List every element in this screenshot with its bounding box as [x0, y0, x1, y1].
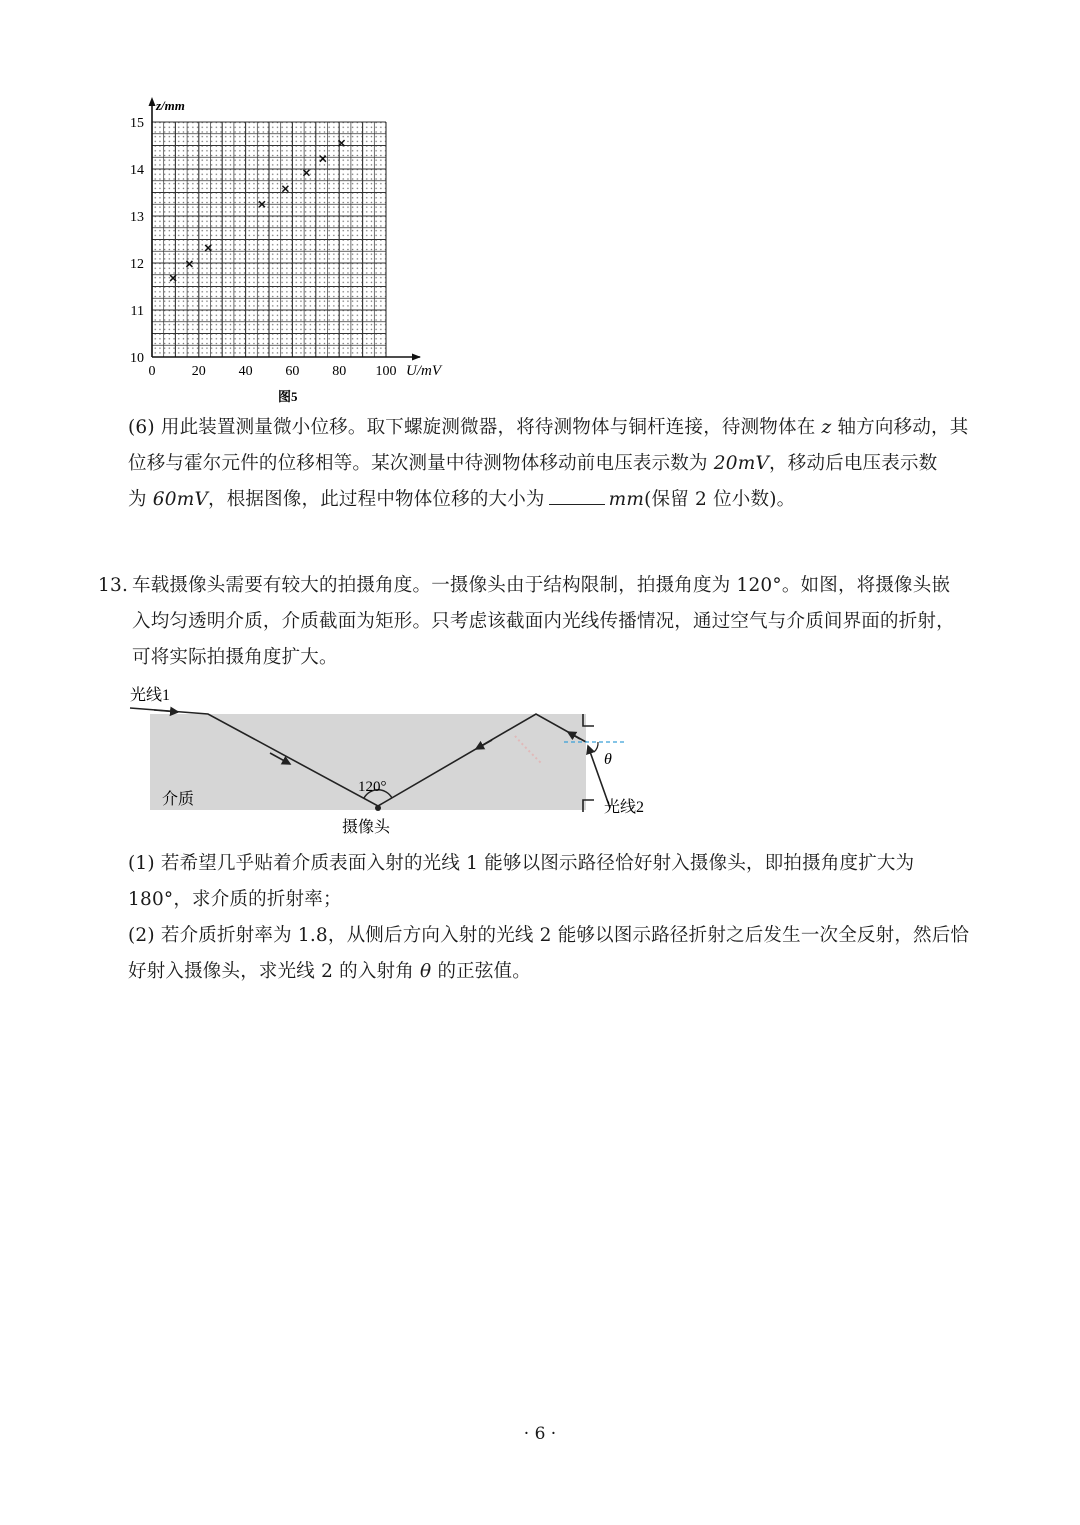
x-tick-label: 20	[191, 364, 206, 379]
figure-5-chart	[120, 92, 460, 412]
q12-part6-text-2a: 位移与霍尔元件的位移相等。某次测量中待测物体移动前电压表示数为	[128, 453, 714, 474]
medium-rectangle	[150, 714, 586, 810]
q13-sub1-line1: (1) 若希望几乎贴着介质表面入射的光线 1 能够以图示路径恰好射入摄像头，即拍摄角度扩大为	[128, 853, 915, 874]
page-number: · 6 ·	[523, 1424, 557, 1444]
y-axis-label: z/mm	[156, 98, 185, 113]
q13-number: 13.	[98, 575, 129, 596]
y-tick-label: 11	[130, 304, 144, 319]
x-tick-label: 100	[375, 364, 397, 379]
x-tick-label: 0	[148, 364, 156, 379]
q12-part6-line1	[128, 410, 968, 446]
q12-part6-text-1b: 轴方向移动，其	[831, 417, 969, 438]
theta-label: θ	[604, 751, 612, 768]
q13-line3: 可将实际拍摄角度扩大。	[132, 647, 338, 668]
x-axis-label: U/mV	[406, 363, 441, 379]
voltage-after: 60mV	[152, 489, 209, 510]
x-tick-label: 60	[285, 364, 300, 379]
y-tick-label: 10	[130, 351, 144, 366]
q12-part6-line2	[128, 446, 937, 482]
figure-caption: 图5	[278, 389, 298, 404]
y-tick-label: 12	[130, 257, 144, 272]
q12-part6-text-3c: (保留 2 位小数)。	[644, 489, 796, 510]
y-tick-label: 15	[130, 116, 144, 131]
theta-arc	[594, 742, 598, 752]
q12-part6-text-3b: ，根据图像，此过程中物体位移的大小为	[208, 489, 545, 510]
q12-part6-text-1a: (6) 用此装置测量微小位移。取下螺旋测微器，将待测物体与铜杆连接，待测物体在	[128, 417, 822, 438]
answer-blank[interactable]	[549, 486, 605, 505]
q13-sub2-line2	[128, 954, 531, 990]
ray-1-label: 光线1	[130, 687, 171, 704]
x-axis-arrow	[412, 354, 421, 361]
x-tick-label: 80	[332, 364, 347, 379]
q12-part6-text-2b: ，移动后电压表示数	[769, 453, 938, 474]
unit-mm: mm	[608, 489, 645, 510]
angle-label: 120°	[358, 779, 387, 795]
q13-sub1-line2: 180°，求介质的折射率；	[128, 889, 342, 910]
ray-1-arrow	[154, 710, 178, 712]
q12-part6-text-3a: 为	[128, 489, 153, 510]
q13-sub2-text-b: 的正弦值。	[431, 961, 531, 982]
camera-label: 摄像头	[342, 819, 391, 836]
x-tick-label: 40	[238, 364, 253, 379]
z-variable: z	[821, 417, 832, 438]
q13-line2: 入均匀透明介质，介质截面为矩形。只考虑该截面内光线传播情况，通过空气与介质间界面的折射，	[132, 611, 955, 632]
theta-symbol: θ	[420, 961, 432, 982]
ray-2-label: 光线2	[604, 799, 645, 816]
q12-part6-line3	[128, 482, 795, 518]
camera-medium-diagram	[120, 678, 680, 843]
y-tick-label: 13	[130, 210, 144, 225]
y-axis-arrow	[149, 97, 156, 106]
q13-line1: 车载摄像头需要有较大的拍摄角度。一摄像头由于结构限制，拍摄角度为 120°。如图，将摄像头嵌	[132, 575, 951, 596]
q13-sub2-line1: (2) 若介质折射率为 1.8，从侧后方向入射的光线 2 能够以图示路径折射之后发生一次全反射，然后恰	[128, 925, 970, 946]
y-tick-label: 14	[130, 163, 144, 178]
medium-label: 介质	[162, 791, 195, 808]
chart-grid	[152, 122, 386, 357]
q13-sub2-text-a: 好射入摄像头，求光线 2 的入射角	[128, 961, 421, 982]
camera-icon	[375, 805, 381, 811]
voltage-before: 20mV	[713, 453, 770, 474]
